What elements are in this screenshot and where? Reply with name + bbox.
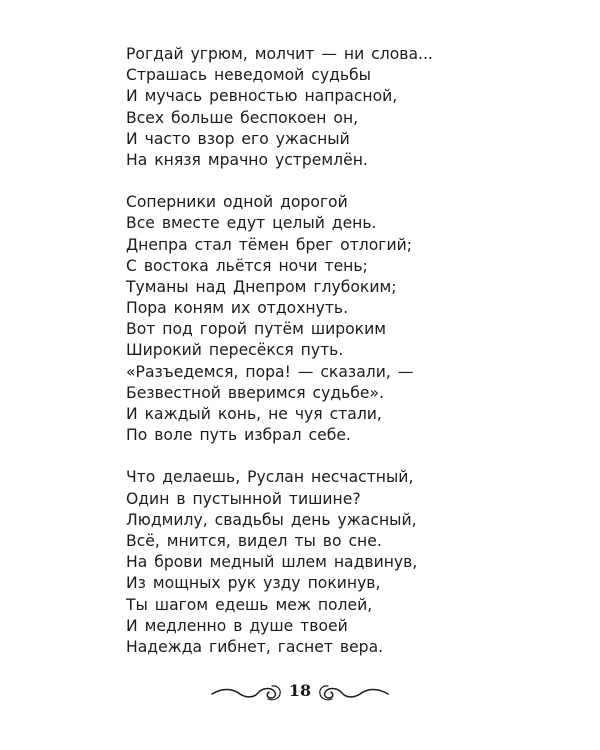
poem-line: Рогдай угрюм, молчит — ни слова... [126, 45, 433, 63]
poem-line: Безвестной вверимся судьбе». [126, 383, 385, 402]
poem-text [126, 44, 566, 679]
poem-line: На брови медный шлем надвинув, [126, 553, 418, 572]
stanza [126, 192, 566, 446]
right-flourish-icon [318, 682, 390, 702]
poem-line: Вот под горой путём широким [126, 320, 386, 339]
poem-line: «Разъедемся, пора! — сказали, — [126, 362, 414, 381]
poem-line: И медленно в душе твоей [126, 616, 348, 635]
poem-line: И мучась ревностью напрасной, [126, 87, 398, 106]
poem-line: Что делаешь, Руслан несчастный, [126, 468, 414, 487]
poem-line: Широкий пересёкся путь. [126, 341, 344, 360]
poem-line: Все вместе едут целый день. [126, 214, 377, 233]
poem-line: Всех больше беспокоен он, [126, 108, 359, 127]
poem-line: С востока льётся ночи тень; [126, 256, 368, 275]
poem-line: Людмилу, свадьбы день ужасный, [126, 510, 417, 529]
poem-line: Из мощных рук узду покинув, [126, 574, 381, 593]
poem-line: Пора коням их отдохнуть. [126, 299, 349, 318]
poem-line: По воле путь избрал себе. [126, 426, 351, 445]
poem-line: И каждый конь, не чуя стали, [126, 405, 382, 423]
left-flourish-icon [210, 682, 282, 702]
poem-line: Всё, мнится, видел ты во сне. [126, 531, 382, 550]
poem-line: Туманы над Днепром глубоким; [126, 277, 397, 296]
poem-line: Надежда гибнет, гаснет вера. [126, 637, 384, 656]
poem-line: Ты шагом едешь меж полей, [126, 595, 373, 614]
poem-line: Страшась неведомой судьбы [126, 66, 371, 85]
stanza [126, 44, 566, 171]
poem-line: Один в пустынной тишине? [126, 489, 361, 508]
page-footer [0, 678, 600, 708]
stanza [126, 467, 566, 658]
poem-line: Соперники одной дорогой [126, 193, 348, 212]
poem-line: И часто взор его ужасный [126, 129, 350, 148]
poem-line: Днепра стал тёмен брег отлогий; [126, 235, 413, 254]
page-number: 18 [288, 681, 312, 700]
poem-line: На князя мрачно устремлён. [126, 150, 368, 169]
